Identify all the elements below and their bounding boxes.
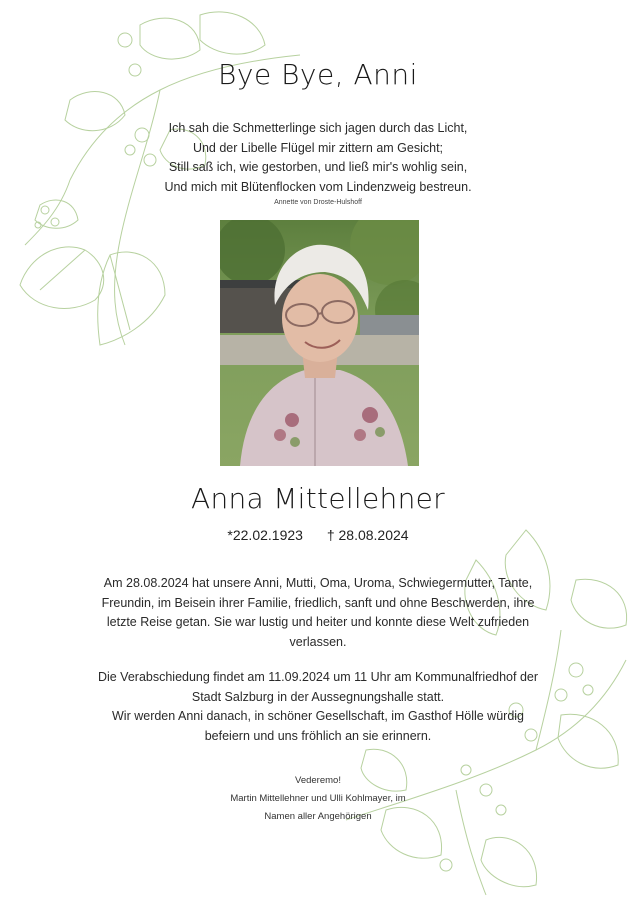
poem-line: Ich sah die Schmetterlinge sich jagen durch das Licht,: [168, 121, 468, 135]
death-date: † 28.08.2024: [326, 527, 409, 543]
poem-line: Und der Libelle Flügel mir zittern am Gesicht;: [192, 140, 444, 155]
page-title: Bye Bye, Anni: [218, 58, 418, 91]
closing-signature: [0, 772, 636, 826]
farewell-line: Die Verabschiedung findet am 11.09.2024 um 11 Uhr am Kommunalfriedhof der Stadt Salzburg in der Aussegnungshalle statt.: [97, 670, 539, 704]
poem-line: Still saß ich, wie gestorben, und ließ mir's wohlig sein,: [168, 160, 468, 174]
poem-author: Annette von Droste-Hulshoff: [274, 199, 362, 206]
poem: [0, 119, 636, 209]
closing-greeting: Vederemo!: [295, 775, 341, 786]
signers-line: Martin Mittellehner und Ulli Kohlmayer, im: [230, 793, 406, 804]
life-dates: [0, 527, 636, 543]
announcement-text: Am 28.08.2024 hat unsere Anni, Mutti, Oma, Uroma, Schwiegermutter, Tante, Freundin, im Beisein ihrer Familie, friedlich, sanft und ohne Beschwerden, ihre letzte Reise getan. Sie war lustig und heiter und konnte diese Welt zufrieden verlassen.: [101, 576, 535, 649]
deceased-name: Anna Mittellehner: [191, 482, 445, 515]
farewell-line: Wir werden Anni danach, in schöner Gesellschaft, im Gasthof Hölle würdig befeiern und uns fröhlich an sie erinnern.: [112, 709, 524, 743]
birth-date: *22.02.1923: [227, 527, 303, 543]
signers-line: Namen aller Angehörigen: [264, 811, 372, 822]
portrait-photo: [220, 220, 419, 466]
farewell-text: [95, 668, 541, 746]
poem-line: Und mich mit Blütenflocken vom Lindenzweig bestreun.: [164, 179, 472, 194]
